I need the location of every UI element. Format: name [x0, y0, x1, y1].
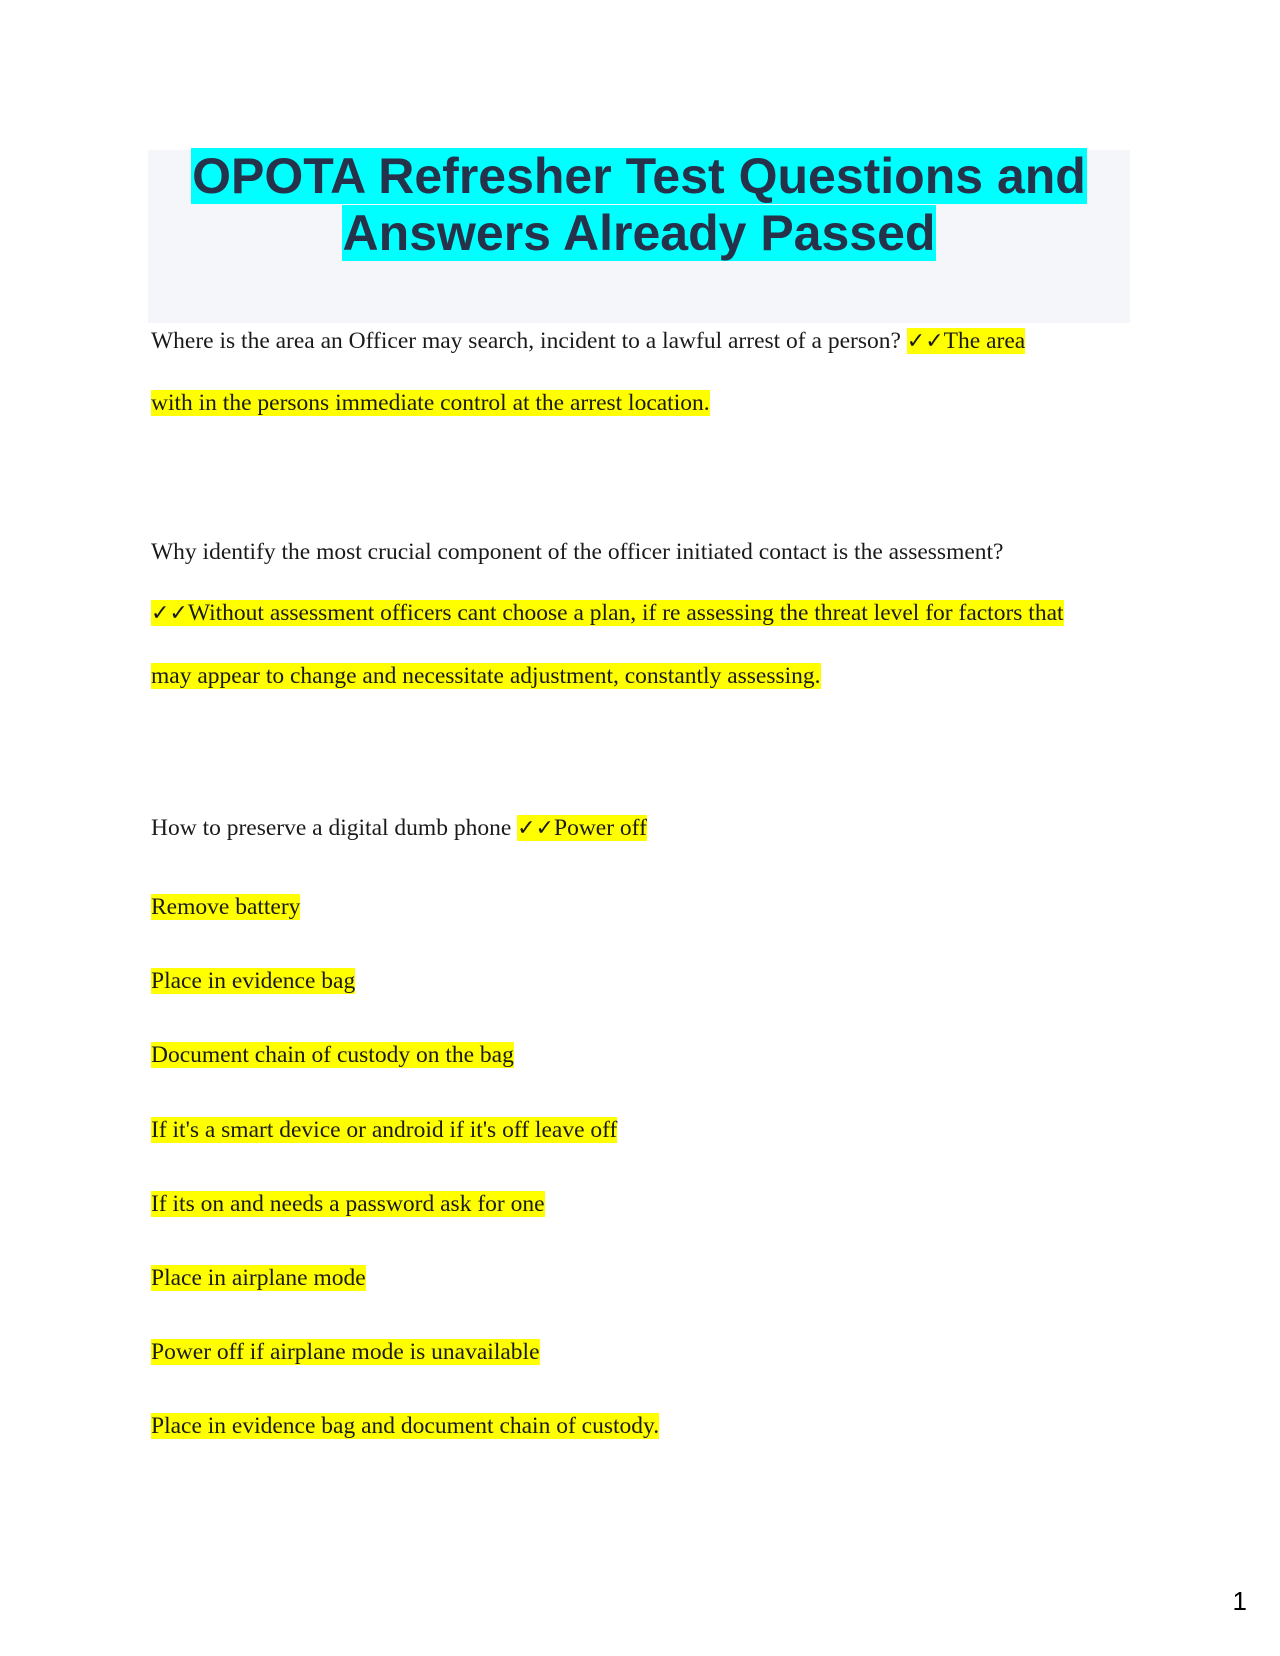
question-3 — [151, 812, 647, 845]
answer-3-step — [151, 1410, 659, 1442]
question-2-text: Why identify the most crucial component of the officer initiated contact is the assessment? — [151, 539, 1004, 565]
question-1-text: Where is the area an Officer may search, incident to a lawful arrest of a person? — [151, 328, 907, 354]
step-evidence-bag: Place in evidence bag — [151, 968, 356, 994]
answer-2-part-2: may appear to change and necessitate adjustment, constantly assessing. — [151, 663, 821, 689]
document-title — [148, 148, 1130, 262]
answer-3-start — [517, 815, 647, 841]
answer-1-part-1: The area — [943, 328, 1026, 354]
double-check-icon: ✓✓ — [151, 601, 188, 626]
answer-3-step — [151, 1039, 514, 1071]
answer-2 — [151, 597, 1064, 630]
page-number: 1 — [1232, 1586, 1247, 1616]
answer-3-step — [151, 891, 300, 923]
step-password: If its on and needs a password ask for one — [151, 1191, 545, 1217]
answer-3-step — [151, 1336, 540, 1368]
answer-1-start — [907, 328, 1025, 354]
step-evidence-bag-custody: Place in evidence bag and document chain of custody. — [151, 1413, 660, 1439]
question-2 — [151, 536, 1003, 568]
answer-1-part-2: with in the persons immediate control at the arrest location. — [151, 390, 710, 416]
answer-1-continued — [151, 387, 710, 419]
answer-3-step — [151, 1114, 617, 1146]
double-check-icon: ✓✓ — [517, 816, 554, 841]
step-smart-device: If it's a smart device or android if it's off leave off — [151, 1117, 618, 1143]
answer-2-continued — [151, 660, 821, 692]
answer-2-start — [151, 600, 1064, 626]
double-check-icon: ✓✓ — [906, 329, 944, 354]
step-remove-battery: Remove battery — [151, 894, 301, 920]
step-chain-of-custody: Document chain of custody on the bag — [151, 1042, 514, 1068]
title-line-2: Answers Already Passed — [342, 205, 936, 261]
answer-3-step — [151, 1262, 366, 1294]
question-1 — [151, 325, 1025, 358]
answer-3-step — [151, 1188, 545, 1220]
title-line-1: OPOTA Refresher Test Questions and — [192, 148, 1086, 204]
answer-3-first: Power off — [554, 815, 647, 841]
answer-2-part-1: Without assessment officers cant choose a plan, if re assessing the threat level for factors that — [187, 600, 1064, 626]
question-3-text: How to preserve a digital dumb phone — [151, 815, 518, 841]
answer-3-step — [151, 965, 355, 997]
step-airplane-mode: Place in airplane mode — [151, 1265, 366, 1291]
step-power-off: Power off if airplane mode is unavailable — [151, 1339, 540, 1365]
